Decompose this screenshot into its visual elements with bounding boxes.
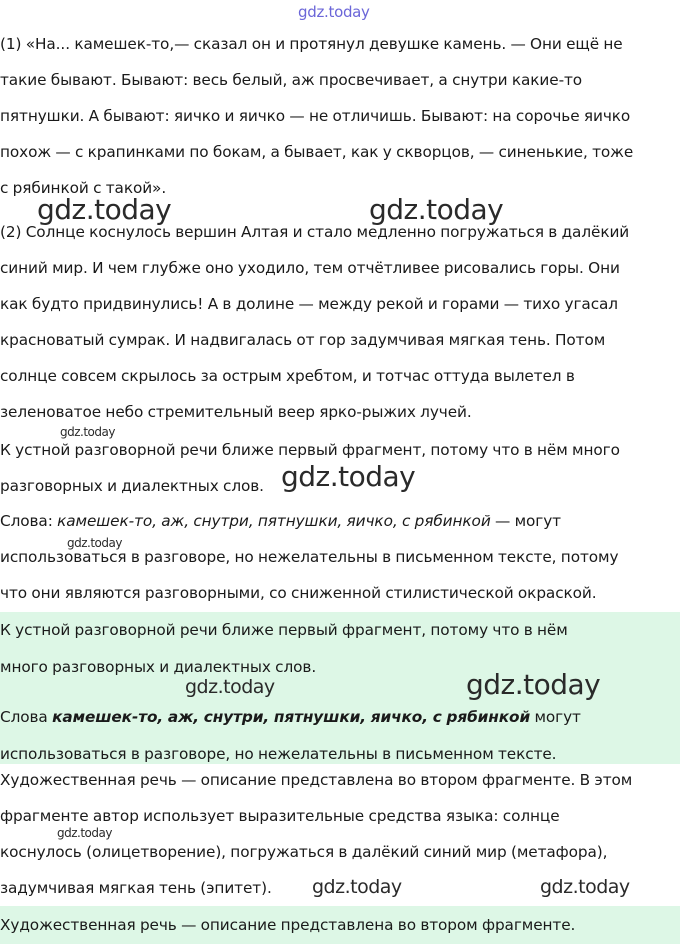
watermark: gdz.today (466, 668, 601, 701)
text-line: Художественная речь — описание представлена во втором фрагменте. В этом (0, 771, 633, 789)
text-line: похож — с крапинками по бокам, а бывает, как у скворцов, — синенькие, тоже (0, 143, 634, 161)
text-line: задумчивая мягкая тень (эпитет). (0, 879, 272, 897)
watermark: gdz.today (369, 193, 504, 226)
watermark: gdz.today (37, 193, 172, 226)
text-line: солнце совсем скрылось за острым хребтом, и тотчас оттуда вылетел в (0, 367, 575, 385)
watermark: gdz.today (540, 876, 630, 898)
watermark: gdz.today (57, 826, 112, 840)
text-line: такие бывают. Бывают: весь белый, аж просвечивает, а снутри какие-то (0, 71, 583, 89)
text-line: зеленоватое небо стремительный веер ярко-рыжих лучей. (0, 403, 472, 421)
text-line: фрагменте автор использует выразительные средства языка: солнце (0, 807, 560, 825)
fragment-1 (0, 26, 680, 206)
text-line: Слова: камешек-то, аж, снутри, пятнушки, яичко, с рябинкой — могут (0, 512, 561, 530)
fragment-2 (0, 214, 680, 430)
text-line: (2) Солнце коснулось вершин Алтая и стало медленно погружаться в далёкий (0, 223, 630, 241)
text-line: Слова камешек-то, аж, снутри, пятнушки, яичко, с рябинкой могут (0, 708, 581, 726)
watermark: gdz.today (281, 460, 416, 493)
text-line: красноватый сумрак. И надвигалась от гор задумчивая мягкая тень. Потом (0, 331, 606, 349)
highlight-answer-3 (0, 906, 680, 944)
text-line: коснулось (олицетворение), погружаться в далёкий синий мир (метафора), (0, 843, 608, 861)
example-words: камешек-то, аж, снутри, пятнушки, яичко, с рябинкой (57, 512, 491, 530)
text-line: синий мир. И чем глубже оно уходило, тем отчётливее рисовались горы. Они (0, 259, 620, 277)
watermark: gdz.today (185, 676, 275, 698)
text-line: (1) «На... камешек-то,— сказал он и протянул девушке камень. — Они ещё не (0, 35, 623, 53)
text-line: с рябинкой с такой». (0, 179, 167, 197)
answer-2 (0, 503, 680, 611)
text-line: К устной разговорной речи ближе первый фрагмент, потому что в нём много (0, 441, 620, 459)
example-words: камешек-то, аж, снутри, пятнушки, яичко, с рябинкой (52, 708, 531, 726)
text-line: много разговорных и диалектных слов. (0, 658, 317, 676)
text-line: как будто придвинулись! А в долине — между рекой и горами — тихо угасал (0, 295, 618, 313)
text-line: использоваться в разговоре, но нежелательны в письменном тексте. (0, 745, 557, 763)
text-line: что они являются разговорными, со сниженной стилистической окраской. (0, 584, 597, 602)
watermark: gdz.today (60, 425, 115, 439)
text-line: Художественная речь — описание представлена во втором фрагменте. (0, 916, 576, 934)
watermark-top: gdz.today (298, 3, 370, 21)
text-line: разговорных и диалектных слов. (0, 477, 264, 495)
text-line: пятнушки. А бывают: яичко и яичко — не отличишь. Бывают: на сорочье яичко (0, 107, 631, 125)
watermark: gdz.today (312, 876, 402, 898)
text-line: К устной разговорной речи ближе первый фрагмент, потому что в нём (0, 621, 568, 639)
watermark: gdz.today (67, 536, 122, 550)
text-line: использоваться в разговоре, но нежелательны в письменном тексте, потому (0, 548, 619, 566)
